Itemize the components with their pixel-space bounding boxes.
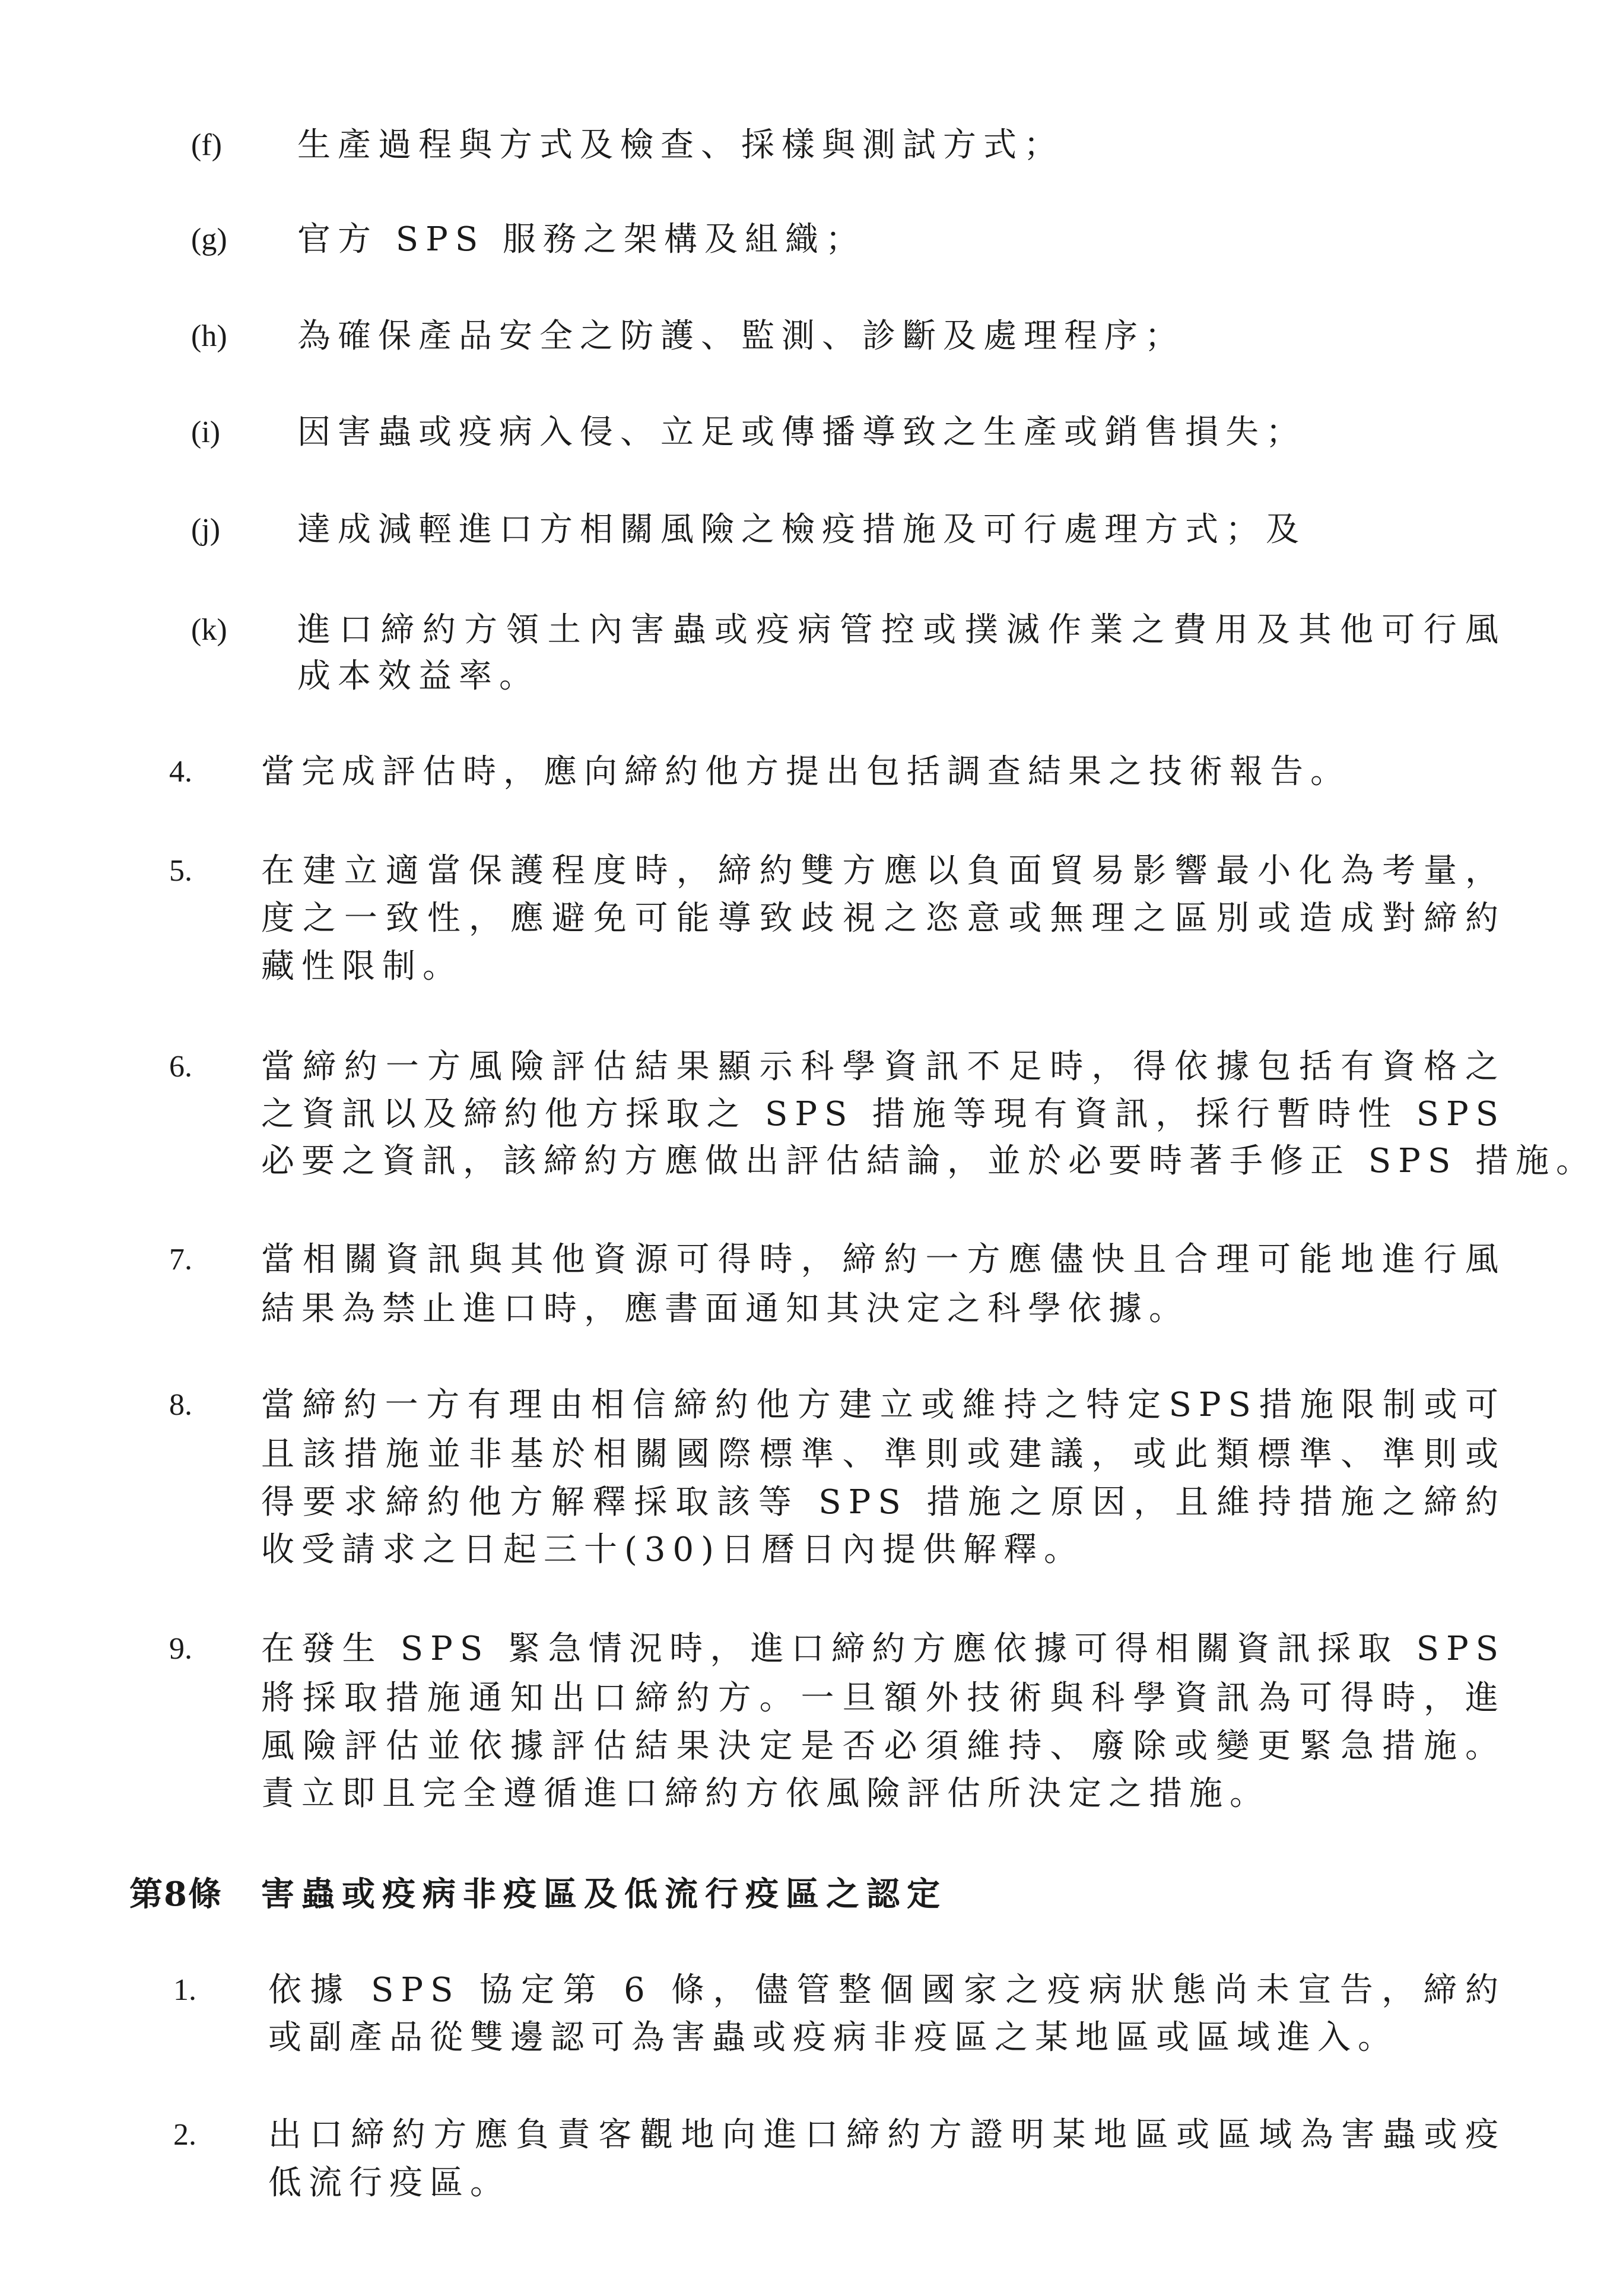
item-text: 低流行疫區。 [268,2164,510,2202]
item-text: 當完成評估時，應向締約他方提出包括調查結果之技術報告。 [261,752,1351,791]
sub-item-text: 生產過程與方式及檢查、採樣與測試方式； [297,126,1064,164]
sub-item-label: (f) [191,128,222,162]
item-text: 風險評估並依據評估結果決定是否必須維持、廢除或變更緊急措施。 [261,1727,1505,1765]
sub-item-text: 因害蟲或疫病入侵、立足或傳播導致之生產或銷售損失； [297,413,1306,452]
sub-item-label: (h) [191,319,227,353]
item-text: 當締約一方有理由相信締約他方建立或維持之特定SPS措施限制或可 [261,1386,1505,1424]
sub-item-text: 進口締約方領土內害蟲或疫病管控或撲滅作業之費用及其他可行風 [297,611,1505,649]
sub-item-label: (k) [191,613,227,647]
item-number: 2. [173,2118,196,2152]
sub-item-text: 達成減輕進口方相關風險之檢疫措施及可行處理方式；及 [297,510,1306,549]
sub-item-label: (g) [191,223,227,256]
item-number: 8. [169,1388,192,1422]
item-text: 責立即且完全遵循進口締約方依風險評估所決定之措施。 [261,1774,1270,1813]
item-number: 1. [173,1973,196,2007]
article-title: 害蟲或疫病非疫區及低流行疫區之認定 [261,1875,947,1914]
item-text: 當相關資訊與其他資源可得時，締約一方應儘快且合理可能地進行風 [261,1240,1505,1279]
item-text: 必要之資訊，該締約方應做出評估結論，並於必要時著手修正 SPS 措施。 [261,1142,1597,1180]
item-text: 在建立適當保護程度時，締約雙方應以負面貿易影響最小化為考量， [261,852,1505,890]
item-text: 將採取措施通知出口締約方。一旦額外技術與科學資訊為可得時，進 [261,1679,1505,1717]
item-text: 出口締約方應負責客觀地向進口締約方證明某地區或區域為害蟲或疫 [268,2116,1505,2154]
sub-item-text: 官方 SPS 服務之架構及組織； [297,220,866,259]
item-text: 在發生 SPS 緊急情況時，進口締約方應依據可得相關資訊採取 SPS [261,1630,1505,1668]
sub-item-text: 成本效益率。 [297,657,539,696]
item-text: 當締約一方風險評估結果顯示科學資訊不足時，得依據包括有資格之 [261,1047,1505,1086]
item-text: 結果為禁止進口時，應書面通知其決定之科學依據。 [261,1290,1189,1328]
item-text: 且該措施並非基於相關國際標準、準則或建議，或此類標準、準則或 [261,1435,1505,1473]
item-number: 4. [169,755,192,789]
sub-item-label: (j) [191,513,221,547]
item-text: 藏性限制。 [261,947,463,986]
item-text: 或副產品從雙邊認可為害蟲或疫病非疫區之某地區或區域進入。 [268,2018,1398,2057]
item-text: 依據 SPS 協定第 6 條，儘管整個國家之疫病狀態尚未宣告，締約 [268,1971,1505,2009]
sub-item-text: 為確保產品安全之防護、監測、診斷及處理程序； [297,317,1185,355]
sub-item-label: (i) [191,415,221,449]
item-text: 收受請求之日起三十(30)日曆日內提供解釋。 [261,1530,1084,1569]
item-text: 得要求締約他方解釋採取該等 SPS 措施之原因，且維持措施之締約 [261,1483,1505,1522]
item-number: 6. [169,1050,192,1084]
item-number: 9. [169,1632,192,1666]
item-number: 7. [169,1243,192,1276]
item-text: 之資訊以及締約他方採取之 SPS 措施等現有資訊，採行暫時性 SPS [261,1095,1505,1133]
article-number: 第8條 [129,1875,223,1914]
item-text: 度之一致性，應避免可能導致歧視之恣意或無理之區別或造成對締約 [261,899,1505,938]
item-number: 5. [169,854,192,888]
